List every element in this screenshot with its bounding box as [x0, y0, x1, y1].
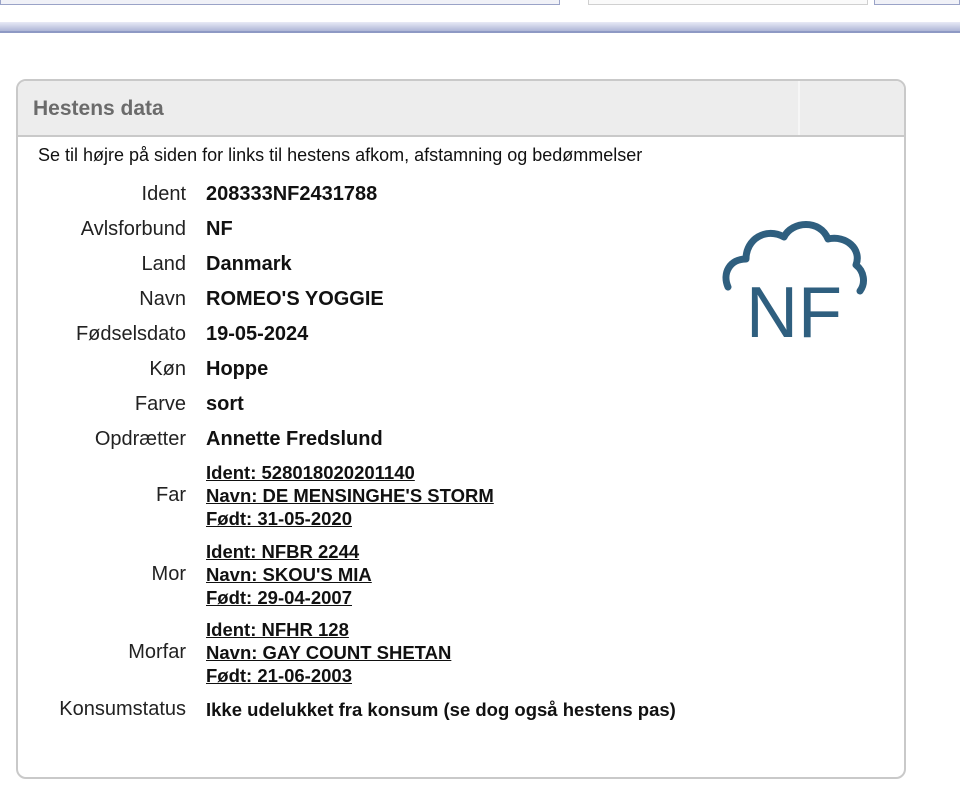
- mor-link-block: [206, 540, 372, 609]
- value-ident: 208333NF2431788: [206, 183, 378, 205]
- mor-ident-link[interactable]: Ident: NFBR 2244: [206, 541, 360, 562]
- label-ident: Ident: [141, 183, 186, 205]
- far-fodt-link[interactable]: Født: 31-05-2020: [206, 508, 352, 529]
- value-navn: ROMEO'S YOGGIE: [206, 288, 384, 310]
- label-land: Land: [141, 253, 186, 275]
- horse-data-panel: [16, 79, 906, 779]
- far-navn-link[interactable]: Navn: DE MENSINGHE'S STORM: [206, 485, 494, 506]
- nav-tab-middle[interactable]: [588, 0, 868, 5]
- value-konsumstatus: Ikke udelukket fra konsum (se dog også hestens pas): [206, 699, 676, 720]
- label-kon: Køn: [149, 358, 186, 380]
- mor-navn-link[interactable]: Navn: SKOU'S MIA: [206, 564, 372, 585]
- logo-text: NF: [746, 273, 842, 349]
- morfar-fodt-link[interactable]: Født: 21-06-2003: [206, 665, 352, 686]
- far-link-block: [206, 461, 494, 530]
- nav-divider: [0, 22, 960, 33]
- label-farve: Farve: [134, 393, 186, 415]
- label-navn: Navn: [139, 288, 186, 310]
- label-mor: Mor: [151, 563, 186, 585]
- morfar-ident-link[interactable]: Ident: NFHR 128: [206, 619, 349, 640]
- value-farve: sort: [206, 393, 244, 415]
- mor-fodt-link[interactable]: Født: 29-04-2007: [206, 587, 352, 608]
- value-land: Danmark: [206, 253, 292, 275]
- value-avlsforbund: NF: [206, 218, 233, 240]
- panel-header: [18, 81, 904, 137]
- value-fodselsdato: 19-05-2024: [206, 323, 309, 345]
- morfar-link-block: [206, 618, 451, 687]
- panel-title: Hestens data: [33, 97, 164, 120]
- header-divider: [798, 81, 800, 135]
- intro-text: Se til højre på siden for links til hestens afkom, afstamning og bedømmelser: [38, 145, 643, 165]
- top-navigation-bar: [0, 0, 960, 34]
- label-avlsforbund: Avlsforbund: [80, 218, 186, 240]
- value-opdraetter: Annette Fredslund: [206, 428, 383, 450]
- value-kon: Hoppe: [206, 358, 269, 380]
- morfar-navn-link[interactable]: Navn: GAY COUNT SHETAN: [206, 642, 452, 663]
- label-opdraetter: Opdrætter: [94, 428, 186, 450]
- nav-tab-left[interactable]: [0, 0, 560, 5]
- label-fodselsdato: Fødselsdato: [75, 323, 186, 345]
- nav-tab-right[interactable]: [874, 0, 960, 5]
- far-ident-link[interactable]: Ident: 528018020201140: [206, 462, 415, 483]
- label-far: Far: [156, 484, 186, 506]
- label-konsumstatus: Konsumstatus: [59, 698, 186, 720]
- cloud-logo-icon: [718, 199, 868, 349]
- label-morfar: Morfar: [128, 641, 186, 663]
